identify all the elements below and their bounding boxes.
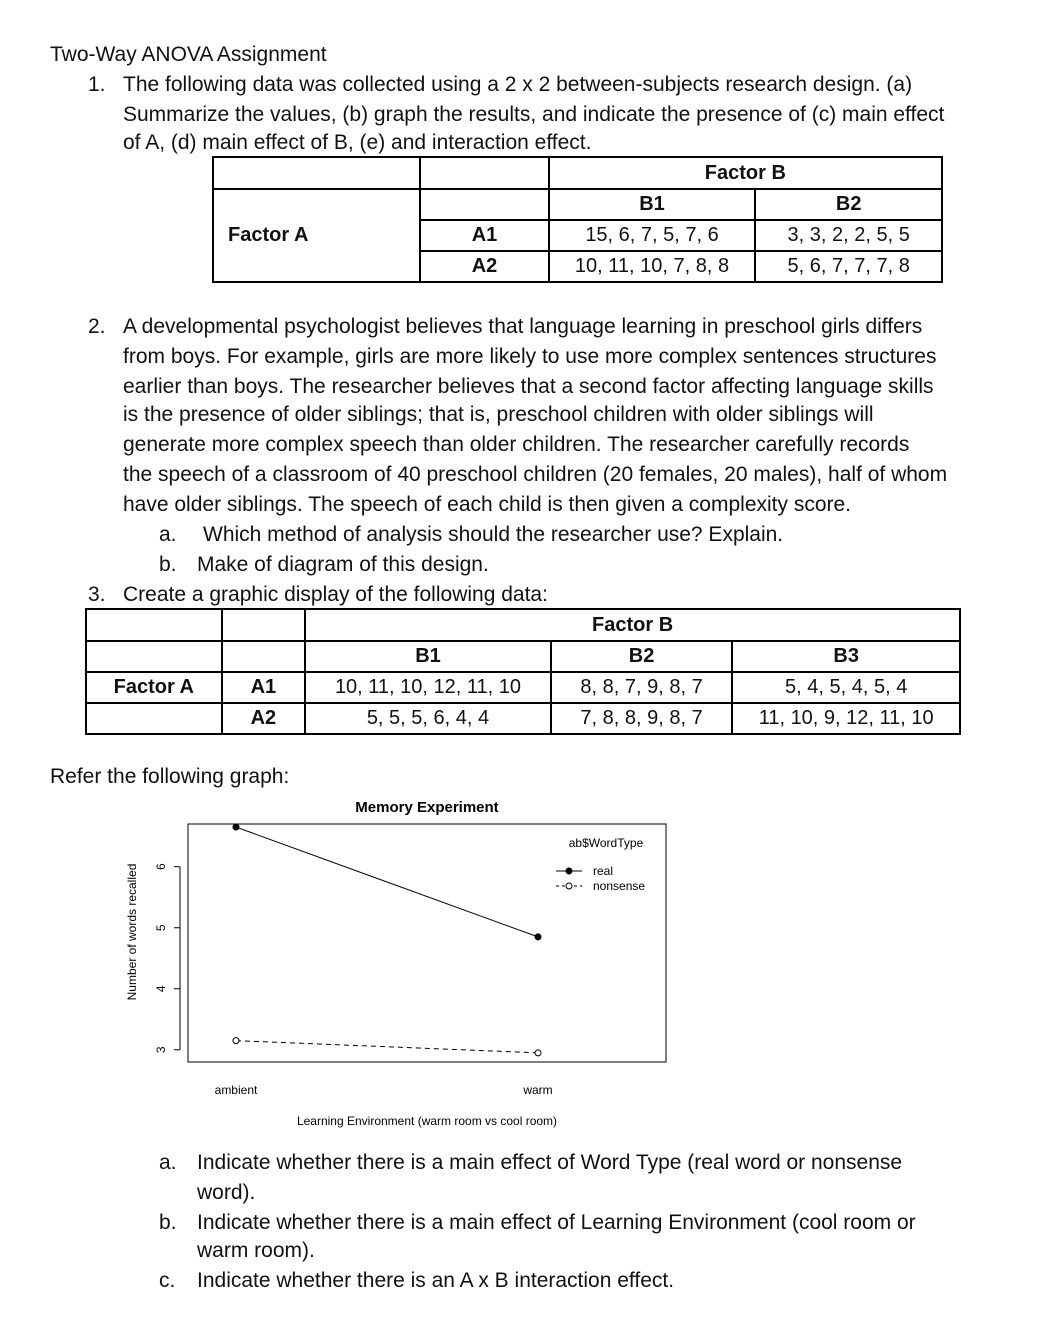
data-point-nonsense bbox=[535, 1050, 541, 1056]
q3-cell-a1-b2: 8, 8, 7, 9, 8, 7 bbox=[551, 672, 733, 703]
q1-line: Summarize the values, (b) graph the results, and indicate the presence of (c) main effect bbox=[123, 103, 945, 126]
q1-level-b1: B1 bbox=[549, 189, 756, 220]
question-b-line: warm room). bbox=[197, 1239, 315, 1262]
page-title: Two-Way ANOVA Assignment bbox=[50, 43, 327, 66]
q1-factor-b-label: Factor B bbox=[704, 161, 786, 184]
legend-label-nonsense: nonsense bbox=[593, 879, 646, 893]
q3-level-b3: B3 bbox=[732, 641, 960, 672]
series-group bbox=[233, 824, 541, 1056]
q2-line: generate more complex speech than older children. The researcher carefully records bbox=[123, 433, 910, 456]
question-a-label: a. bbox=[159, 1151, 177, 1174]
q1-cell-a1-b2: 3, 3, 2, 2, 5, 5 bbox=[755, 220, 942, 251]
q2-line: A developmental psychologist believes that language learning in preschool girls differs bbox=[123, 315, 923, 338]
q1-empty-cell bbox=[420, 157, 548, 189]
q1-level-b2: B2 bbox=[755, 189, 942, 220]
q1-cell-a1-b1: 15, 6, 7, 5, 7, 6 bbox=[549, 220, 756, 251]
q3-empty-cell bbox=[222, 609, 306, 641]
q3-text: Create a graphic display of the following data: bbox=[123, 583, 548, 606]
q2-line: from boys. For example, girls are more likely to use more complex sentences structures bbox=[123, 345, 937, 368]
q1-data-table bbox=[212, 156, 943, 283]
q3-factor-a-label: Factor A bbox=[86, 672, 222, 703]
q3-cell-a1-b1: 10, 11, 10, 12, 11, 10 bbox=[305, 672, 551, 703]
data-point-real bbox=[233, 824, 239, 830]
q2-b-label: b. bbox=[159, 553, 177, 576]
q2-b-text: Make of diagram of this design. bbox=[197, 553, 489, 576]
series-line-real bbox=[236, 827, 538, 937]
x-tick-label: ambient bbox=[214, 1083, 258, 1097]
q1-level-a1: A1 bbox=[420, 220, 548, 251]
q1-line: The following data was collected using a 2 x 2 between-subjects research design. (a) bbox=[123, 73, 913, 96]
q3-cell-a2-b2: 7, 8, 8, 9, 8, 7 bbox=[551, 703, 733, 734]
q3-cell-a1-b3: 5, 4, 5, 4, 5, 4 bbox=[732, 672, 960, 703]
memory-experiment-chart bbox=[0, 790, 1064, 1140]
q1-line: of A, (d) main effect of B, (e) and interaction effect. bbox=[123, 131, 592, 154]
legend-marker-nonsense bbox=[566, 883, 572, 889]
q3-data-table bbox=[85, 608, 961, 735]
y-axis-label: Number of words recalled bbox=[125, 863, 139, 1001]
q2-a-text: Which method of analysis should the researcher use? Explain. bbox=[203, 523, 784, 546]
q1-cell-a2-b2: 5, 6, 7, 7, 7, 8 bbox=[755, 251, 942, 282]
q3-cell-a2-b1: 5, 5, 5, 6, 4, 4 bbox=[305, 703, 551, 734]
y-tick-label: 4 bbox=[154, 985, 168, 993]
q3-level-a2: A2 bbox=[222, 703, 306, 734]
question-a-line: Indicate whether there is a main effect of Word Type (real word or nonsense bbox=[197, 1151, 903, 1174]
question-b-label: b. bbox=[159, 1211, 177, 1234]
q2-line: the speech of a classroom of 40 preschool children (20 females, 20 males), half of whom bbox=[123, 463, 948, 486]
q3-level-a1: A1 bbox=[222, 672, 306, 703]
q3-factor-b-header: Factor B bbox=[305, 609, 960, 641]
y-tick-label: 5 bbox=[154, 924, 168, 932]
x-tick-label: warm bbox=[523, 1083, 553, 1097]
q3-number: 3. bbox=[88, 583, 106, 606]
q1-factor-a-cell bbox=[213, 189, 420, 282]
data-point-real bbox=[535, 934, 541, 940]
q3-empty-cell bbox=[222, 641, 306, 672]
series-line-nonsense bbox=[236, 1041, 538, 1053]
q1-factor-b-header bbox=[549, 157, 942, 189]
legend-label-real: real bbox=[593, 864, 614, 878]
q1-factor-a-label: Factor A bbox=[228, 224, 309, 246]
q2-number: 2. bbox=[88, 315, 106, 338]
x-axis-label: Learning Environment (warm room vs cool room) bbox=[296, 1114, 558, 1128]
q1-level-a2: A2 bbox=[420, 251, 548, 282]
refer-text: Refer the following graph: bbox=[50, 765, 290, 788]
q3-cell-a2-b3: 11, 10, 9, 12, 11, 10 bbox=[732, 703, 960, 734]
q2-line: earlier than boys. The researcher believes that a second factor affecting language skills bbox=[123, 375, 934, 398]
q3-level-b2: B2 bbox=[551, 641, 733, 672]
question-b-line: Indicate whether there is a main effect of Learning Environment (cool room or bbox=[197, 1211, 916, 1234]
q1-number: 1. bbox=[88, 73, 106, 96]
chart-title: Memory Experiment bbox=[355, 799, 499, 816]
q3-empty-cell bbox=[86, 641, 222, 672]
q3-level-b1: B1 bbox=[305, 641, 551, 672]
plot-frame bbox=[188, 824, 666, 1062]
q3-empty-cell bbox=[86, 609, 222, 641]
x-axis bbox=[215, 1083, 553, 1097]
question-a-line: word). bbox=[197, 1181, 256, 1204]
q1-cell-a2-b1: 10, 11, 10, 7, 8, 8 bbox=[549, 251, 756, 282]
question-c-label: c. bbox=[159, 1269, 176, 1292]
q1-empty-cell bbox=[213, 157, 420, 189]
question-c-line: Indicate whether there is an A x B interaction effect. bbox=[197, 1269, 675, 1292]
q2-line: have older siblings. The speech of each child is then given a complexity score. bbox=[123, 493, 852, 516]
legend-title: ab$WordType bbox=[568, 836, 644, 850]
data-point-nonsense bbox=[233, 1038, 239, 1044]
q1-empty-cell bbox=[420, 189, 548, 220]
q3-empty-cell bbox=[86, 703, 222, 734]
y-tick-label: 6 bbox=[154, 863, 168, 871]
y-tick-label: 3 bbox=[154, 1046, 168, 1054]
chart-legend bbox=[556, 836, 645, 893]
q2-line: is the presence of older siblings; that is, preschool children with older siblings will bbox=[123, 403, 874, 426]
y-axis bbox=[154, 863, 180, 1053]
legend-marker-real bbox=[566, 868, 572, 874]
q2-a-label: a. bbox=[159, 523, 177, 546]
